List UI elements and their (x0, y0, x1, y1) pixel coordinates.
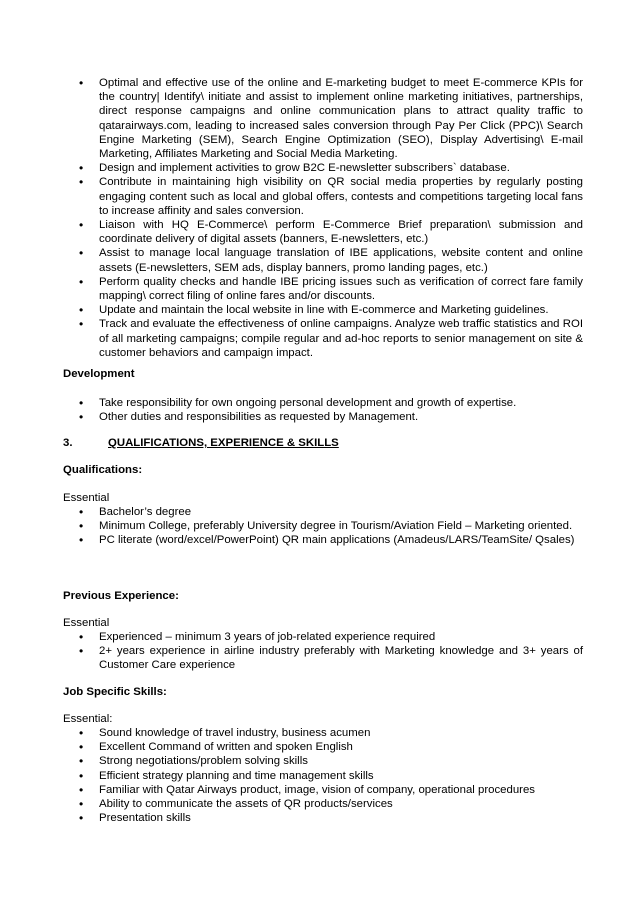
list-item-text: Minimum College, preferably University degree in Tourism/Aviation Field – Marketing oriented. (99, 520, 573, 533)
bullet-icon: • (79, 519, 84, 534)
list-item-text: Optimal and effective use of the online and E-marketing budget to meet E-commerce KPIs for the country| Identify\ initiate and assist to implement online marketing initiatives, partnerships, direct response campaigns and online communication plans to attract quality traffic to qatarairways.com, leading to increased sales conversion through Pay Per Click (PPC)\ Search Engine Marketing (SEM), Search Engine Optimization (SEO), Display Advertising\ E-mail Marketing, Affiliates Marketing and Social Media Marketing. (99, 77, 583, 161)
list-item-text: Take responsibility for own ongoing personal development and growth of expertise. (99, 397, 517, 409)
list-item-text: Ability to communicate the assets of QR products/services (99, 798, 393, 811)
bullet-icon: • (79, 396, 84, 410)
bullet-icon: • (79, 630, 84, 644)
list-item-text: Other duties and responsibilities as requested by Management. (99, 411, 419, 424)
list-item (75, 275, 583, 303)
list-item-text: Update and maintain the local website in line with E-commerce and Marketing guidelines. (99, 304, 549, 317)
development-list (75, 396, 583, 424)
list-item-text: Perform quality checks and handle IBE pricing issues such as verification of correct fare family mapping\ correct filing of online fares and/or discounts. (99, 275, 583, 303)
list-item (75, 76, 583, 161)
list-item (75, 303, 583, 317)
list-item (75, 644, 583, 672)
list-item-text: Contribute in maintaining high visibility on QR social media properties by regularly posting engaging content such as local and global offers, contests and competitions targeting local fans to increase affinity and sales conversion. (99, 176, 583, 217)
qualifications-essential-label: Essential (63, 492, 110, 504)
bullet-icon: • (79, 303, 84, 318)
list-item (75, 410, 583, 424)
list-item (75, 317, 583, 360)
list-item (75, 754, 583, 768)
bullet-icon: • (79, 533, 84, 548)
bullet-icon: • (79, 768, 84, 783)
list-item-text: Assist to manage local language translation of IBE applications, website content and online assets (E-newsletters, SEM ads, display banners, promo landing pages, etc.) (99, 247, 583, 274)
qualifications-heading: Qualifications: (63, 464, 143, 476)
experience-list (75, 630, 583, 673)
list-item-text: 2+ years experience in airline industry preferably with Marketing knowledge and 3+ years of Customer Care experience (99, 645, 583, 672)
list-item-text: Experienced – minimum 3 years of job-related experience required (99, 631, 436, 643)
list-item-text: Familiar with Qatar Airways product, image, vision of company, operational procedures (99, 783, 535, 796)
bullet-icon: • (79, 644, 84, 659)
bullet-icon: • (79, 797, 84, 812)
experience-heading: Previous Experience: (63, 590, 179, 602)
list-item (75, 161, 583, 175)
list-item-text: Liaison with HQ E-Commerce\ perform E-Commerce Brief preparation\ submission and coordinate delivery of digital assets (banners, E-newsletters, etc.) (99, 219, 583, 246)
bullet-icon: • (79, 76, 84, 90)
list-item-text: Track and evaluate the effectiveness of online campaigns. Analyze web traffic statistics and ROI of all marketing campaigns; compile regular and ad-hoc reports to senior management on site & customer behaviors and campaign impact. (99, 318, 583, 359)
list-item (75, 726, 583, 740)
section-number: 3. (63, 437, 73, 449)
bullet-icon: • (79, 161, 84, 176)
list-item-text: Design and implement activities to grow B2C E-newsletter subscribers` database. (99, 162, 510, 175)
development-heading: Development (63, 368, 135, 380)
bullet-icon: • (79, 317, 84, 332)
bullet-icon: • (79, 811, 84, 826)
list-item-text: Excellent Command of written and spoken English (99, 741, 353, 754)
bullet-icon: • (79, 505, 84, 519)
bullet-icon: • (79, 410, 84, 425)
section-title-text: QUALIFICATIONS, EXPERIENCE & SKILLS (108, 437, 339, 449)
list-item (75, 740, 583, 754)
experience-essential-label: Essential (63, 617, 110, 629)
list-item (75, 783, 583, 797)
list-item (75, 519, 583, 533)
list-item (75, 630, 583, 644)
list-item (75, 396, 583, 410)
bullet-icon: • (79, 740, 84, 755)
list-item-text: Bachelor’s degree (99, 506, 192, 518)
list-item-text: Presentation skills (99, 812, 191, 825)
list-item (75, 246, 583, 274)
list-item (75, 175, 583, 218)
list-item-text: Efficient strategy planning and time management skills (99, 769, 374, 782)
list-item-text: Strong negotiations/problem solving skills (99, 755, 308, 768)
qualifications-list (75, 505, 583, 548)
bullet-icon: • (79, 274, 84, 289)
list-item (75, 505, 583, 519)
list-item (75, 769, 583, 783)
bullet-icon: • (79, 246, 84, 261)
marketing-duties-list (75, 76, 583, 360)
bullet-icon: • (79, 754, 84, 769)
skills-heading: Job Specific Skills: (63, 686, 167, 698)
list-item (75, 797, 583, 811)
bullet-icon: • (79, 726, 84, 740)
bullet-icon: • (79, 218, 84, 233)
section-3-title (63, 436, 339, 450)
bullet-icon: • (79, 175, 84, 190)
list-item (75, 533, 583, 547)
list-item-text: PC literate (word/excel/PowerPoint) QR main applications (Amadeus/LARS/TeamSite/ Qsales) (99, 534, 575, 547)
skills-list (75, 726, 583, 825)
bullet-icon: • (79, 782, 84, 797)
list-item (75, 811, 583, 825)
list-item-text: Sound knowledge of travel industry, business acumen (99, 727, 371, 739)
skills-essential-label: Essential: (63, 713, 113, 725)
list-item (75, 218, 583, 246)
